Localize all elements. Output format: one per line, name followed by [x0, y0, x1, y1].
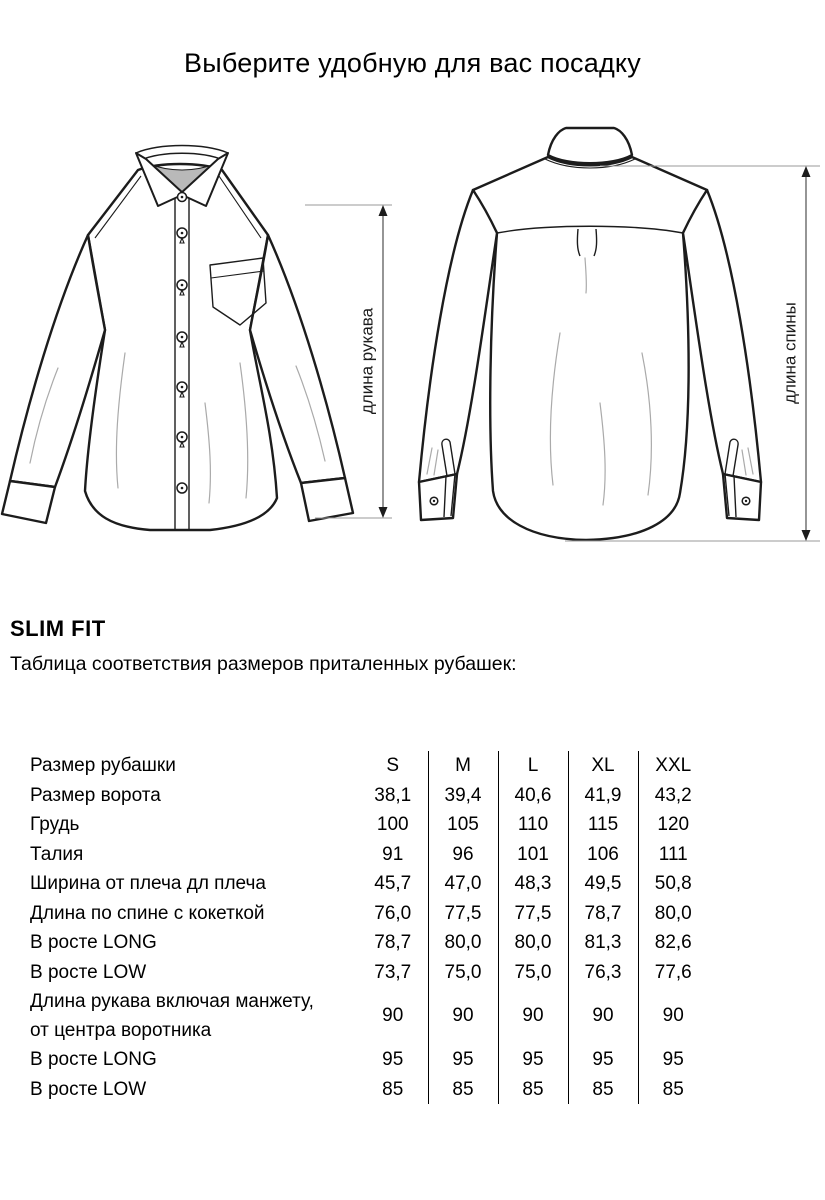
section-subtitle: Таблица соответствия размеров приталенных рубашек: — [10, 653, 517, 675]
row-label-cell — [30, 869, 358, 898]
row-label-cell — [30, 839, 358, 868]
back-collar-shape — [548, 128, 632, 163]
row-label-cell — [30, 751, 358, 780]
back-right-sleeve — [683, 190, 761, 482]
size-value-cell: 85 — [428, 1074, 498, 1103]
page-title: Выберите удобную для вас посадку — [184, 48, 641, 78]
size-value-cell: L — [498, 751, 568, 780]
size-value-cell: 82,6 — [638, 928, 708, 957]
size-table-row — [30, 987, 708, 1045]
row-label-cell — [30, 1045, 358, 1074]
row-label: В росте LONG — [30, 1049, 157, 1071]
size-table — [30, 751, 708, 1104]
row-label-cell — [30, 928, 358, 957]
front-left-cuff — [2, 481, 55, 523]
size-table-row — [30, 839, 708, 868]
size-table-container — [30, 751, 708, 1104]
row-label: В росте LOW — [30, 961, 147, 983]
size-value-cell: 41,9 — [568, 780, 638, 809]
size-value-cell: 90 — [428, 987, 498, 1045]
size-table-row — [30, 1074, 708, 1103]
size-value-cell: 95 — [498, 1045, 568, 1074]
collar-band-fold — [141, 153, 223, 160]
size-value-cell: 78,7 — [568, 898, 638, 927]
size-table-row — [30, 928, 708, 957]
shirt-fit-diagram — [0, 103, 825, 578]
size-value-cell: S — [386, 755, 400, 777]
size-value-cell: 75,0 — [498, 957, 568, 986]
back-left-sleeve — [419, 190, 497, 482]
shirt-front-drawing — [2, 146, 392, 531]
size-value-cell: 90 — [568, 987, 638, 1045]
collar-band-top — [136, 146, 228, 154]
row-label: В росте LOW — [30, 1078, 147, 1100]
row-label: Размер ворота — [30, 784, 161, 806]
size-value-cell: 95 — [638, 1045, 708, 1074]
size-value-cell: 115 — [568, 810, 638, 839]
shirt-back-drawing — [419, 128, 820, 541]
size-value-cell: 76,3 — [568, 957, 638, 986]
row-label: Талия — [30, 843, 84, 865]
size-value-cell: 101 — [498, 839, 568, 868]
size-value-cell: 45,7 — [374, 873, 412, 895]
row-label: Грудь — [30, 814, 80, 836]
size-value-cell: 90 — [638, 987, 708, 1045]
row-label-cell — [30, 810, 358, 839]
size-table-row — [30, 810, 708, 839]
size-table-header-row — [30, 751, 708, 780]
size-value-cell: 110 — [498, 810, 568, 839]
size-value-cell: 91 — [382, 843, 404, 865]
size-value-cell: 38,1 — [374, 784, 412, 806]
size-value-cell: 90 — [382, 1005, 404, 1027]
row-label: Длина рукава включая манжету, от центра воротника — [30, 990, 314, 1041]
size-value-cell: 105 — [428, 810, 498, 839]
size-value-cell: 75,0 — [428, 957, 498, 986]
size-value-cell: 78,7 — [374, 932, 412, 954]
size-value-cell: 80,0 — [428, 928, 498, 957]
size-value-cell: 80,0 — [638, 898, 708, 927]
row-label: Длина по спине с кокеткой — [30, 902, 265, 924]
size-value-cell: 100 — [376, 814, 409, 836]
size-value-cell: 111 — [638, 839, 708, 868]
size-value-cell: 90 — [498, 987, 568, 1045]
size-value-cell: 49,5 — [568, 869, 638, 898]
size-value-cell: 85 — [498, 1074, 568, 1103]
size-value-cell: 95 — [568, 1045, 638, 1074]
back-length-label: длина спины — [780, 302, 800, 404]
row-label-cell — [30, 898, 358, 927]
sleeve-length-label: длина рукава — [357, 307, 377, 415]
size-value-cell: 120 — [638, 810, 708, 839]
size-value-cell: 106 — [568, 839, 638, 868]
back-shirt-body — [473, 157, 707, 540]
size-value-cell: 77,6 — [638, 957, 708, 986]
size-table-body — [30, 751, 708, 1104]
size-table-row — [30, 957, 708, 986]
row-label: Ширина от плеча дл плеча — [30, 873, 266, 895]
row-label-cell — [30, 1074, 358, 1103]
size-value-cell: 95 — [382, 1049, 404, 1071]
size-value-cell: 76,0 — [374, 902, 412, 924]
size-value-cell: 77,5 — [498, 898, 568, 927]
size-value-cell: XXL — [638, 751, 708, 780]
size-value-cell: 73,7 — [374, 961, 412, 983]
row-label-cell — [30, 987, 358, 1045]
size-table-row — [30, 898, 708, 927]
size-value-cell: 40,6 — [498, 780, 568, 809]
size-value-cell: 96 — [428, 839, 498, 868]
size-table-row — [30, 780, 708, 809]
row-label-cell — [30, 780, 358, 809]
row-label: Размер рубашки — [30, 755, 176, 777]
size-value-cell: 85 — [382, 1078, 404, 1100]
size-value-cell: 50,8 — [638, 869, 708, 898]
size-value-cell: 95 — [428, 1045, 498, 1074]
size-table-row — [30, 869, 708, 898]
row-label-cell — [30, 957, 358, 986]
front-right-cuff — [301, 478, 353, 521]
size-value-cell: 85 — [568, 1074, 638, 1103]
size-value-cell: 47,0 — [428, 869, 498, 898]
size-value-cell: 80,0 — [498, 928, 568, 957]
size-value-cell: XL — [568, 751, 638, 780]
size-value-cell: 39,4 — [428, 780, 498, 809]
collar-button-dot — [181, 196, 184, 199]
size-value-cell: 77,5 — [428, 898, 498, 927]
size-table-row — [30, 1045, 708, 1074]
size-value-cell: 85 — [638, 1074, 708, 1103]
size-value-cell: 81,3 — [568, 928, 638, 957]
section-heading: SLIM FIT — [10, 616, 106, 641]
size-value-cell: 43,2 — [638, 780, 708, 809]
size-value-cell: 48,3 — [498, 869, 568, 898]
row-label: В росте LONG — [30, 932, 157, 954]
size-value-cell: M — [428, 751, 498, 780]
